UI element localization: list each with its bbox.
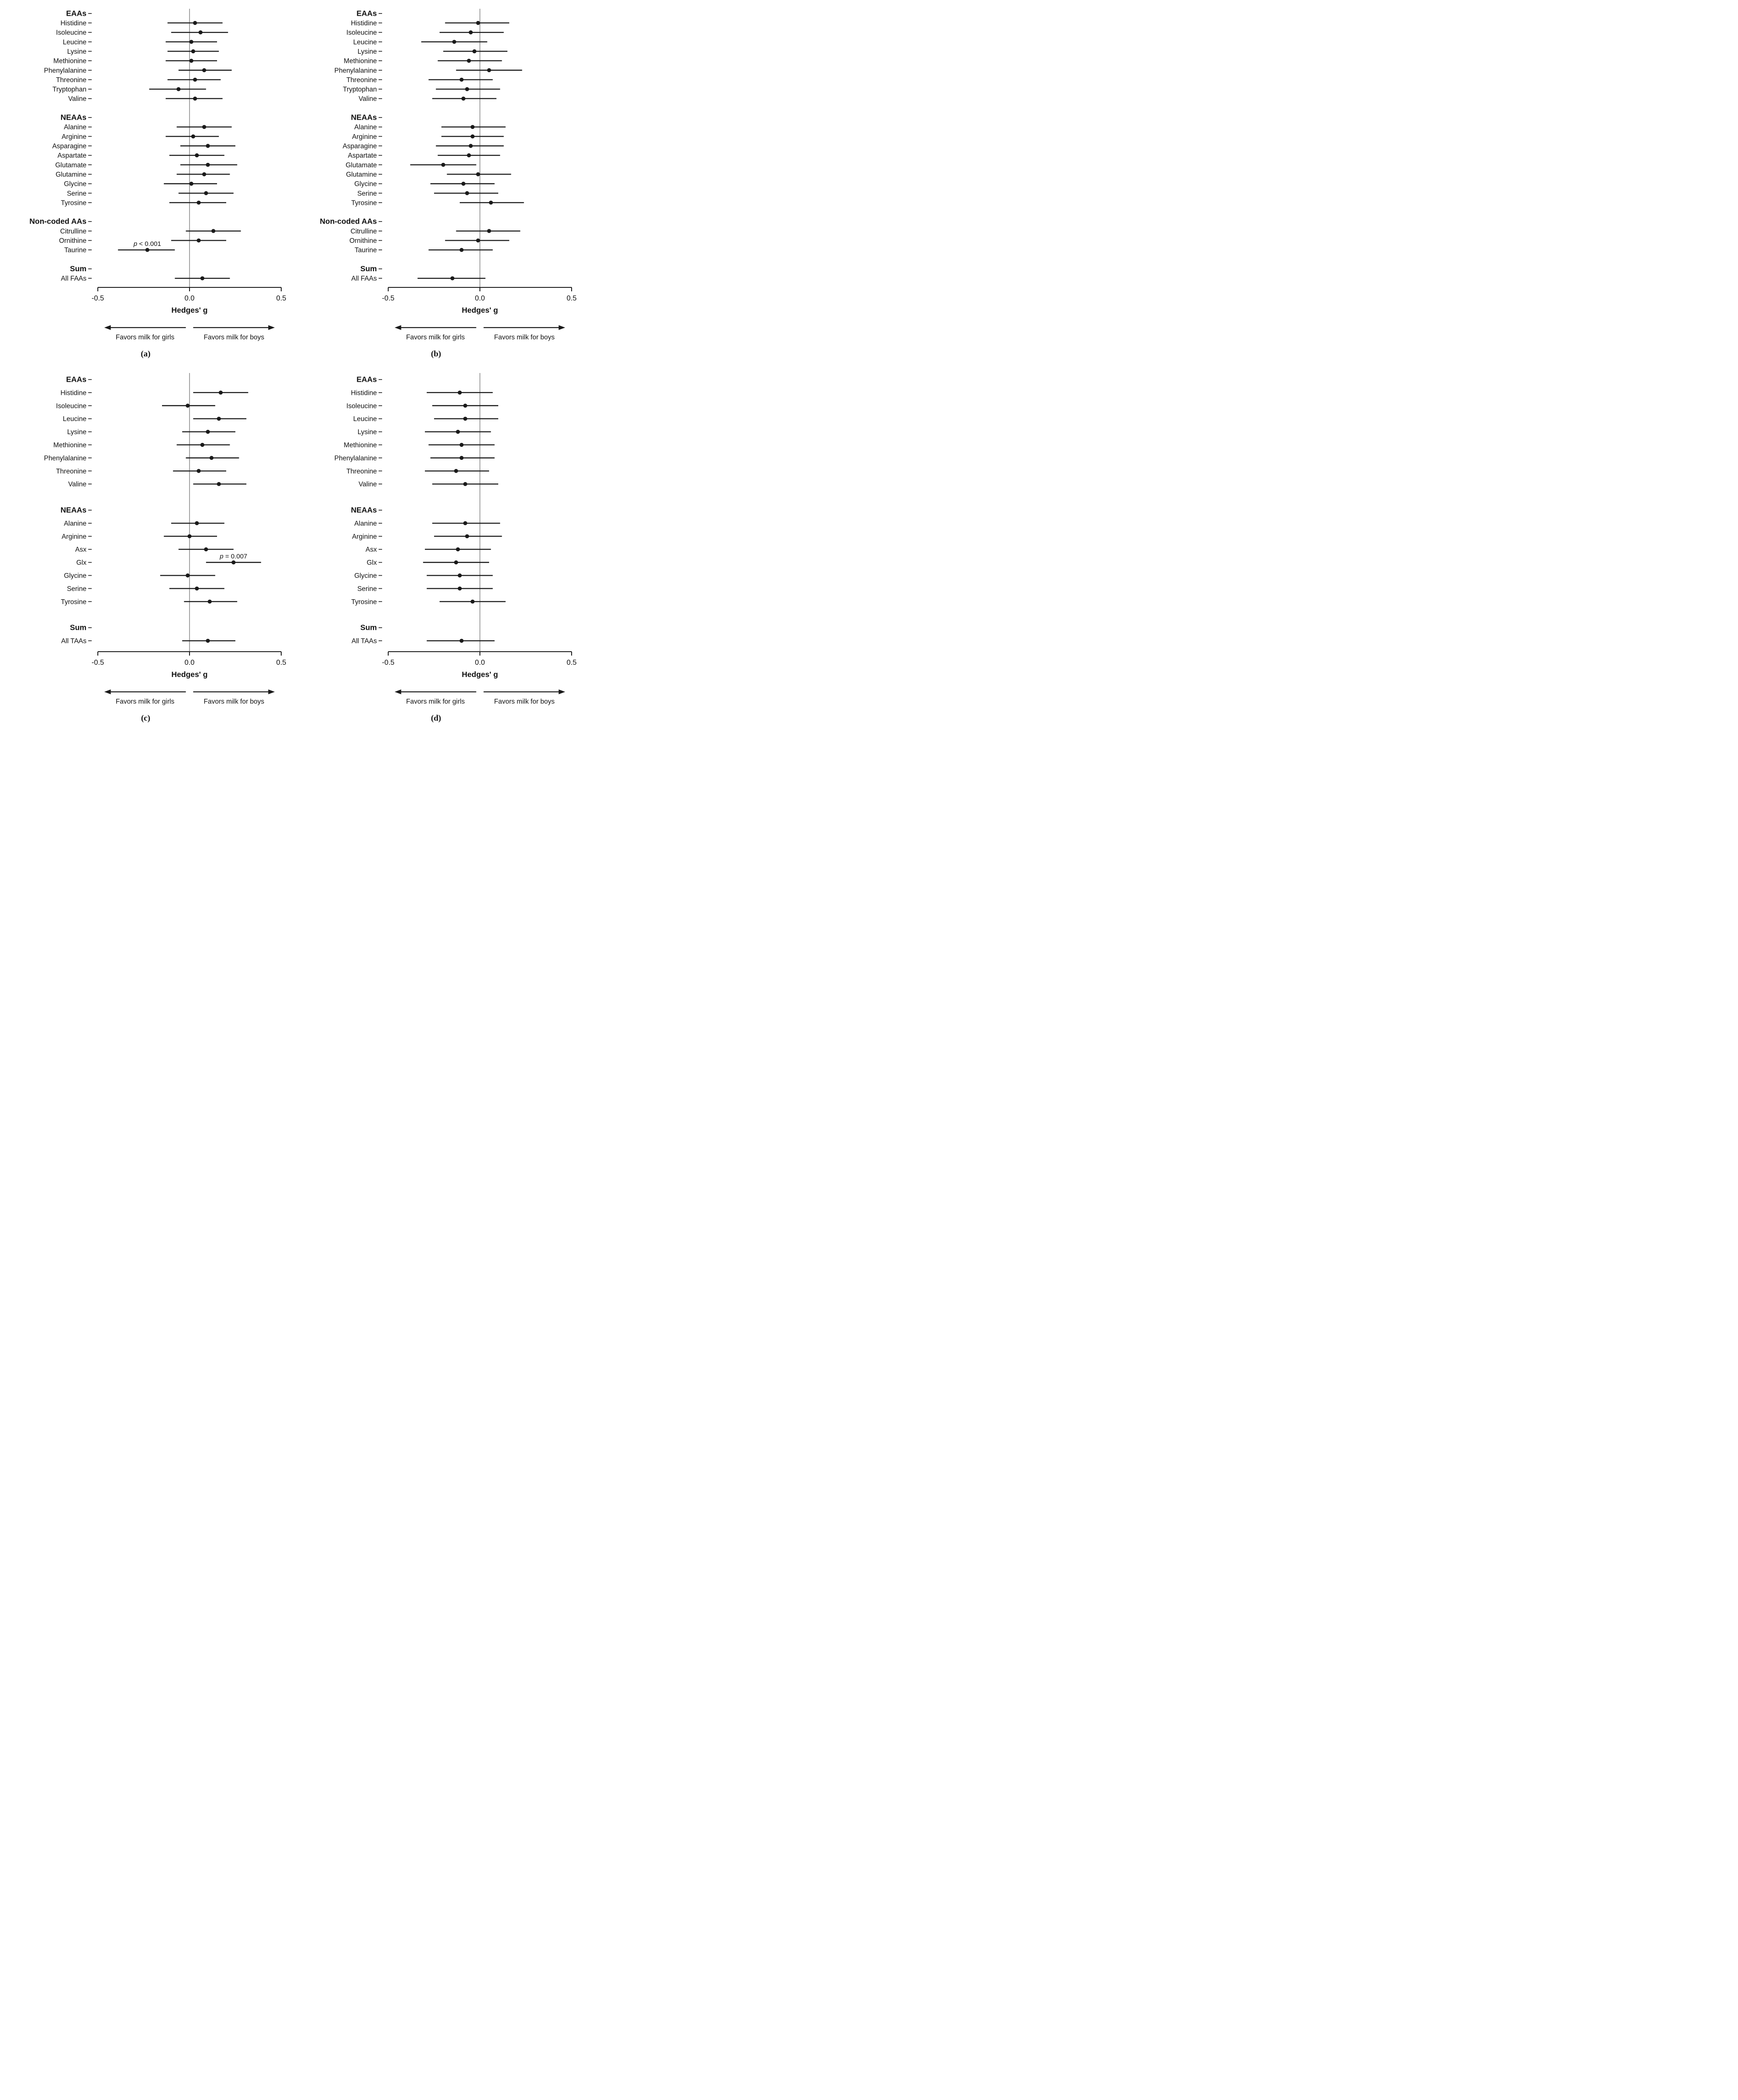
effect-point bbox=[202, 68, 206, 72]
effect-point bbox=[206, 430, 210, 434]
effect-point bbox=[458, 573, 462, 577]
effect-point bbox=[456, 430, 460, 434]
effect-point bbox=[452, 40, 456, 44]
favors-right-label: Favors milk for boys bbox=[203, 698, 264, 705]
row-label: Arginine bbox=[352, 533, 377, 541]
effect-point bbox=[191, 135, 195, 138]
row-label: Ornithine bbox=[349, 237, 377, 245]
x-tick-label: 0.0 bbox=[184, 294, 194, 302]
effect-point bbox=[465, 191, 469, 195]
row-label: Arginine bbox=[352, 133, 377, 141]
effect-point bbox=[204, 191, 208, 195]
x-tick-label: 0.5 bbox=[566, 659, 576, 667]
effect-point bbox=[476, 21, 480, 25]
effect-point bbox=[458, 390, 462, 394]
row-label: Leucine bbox=[353, 38, 377, 46]
effect-point bbox=[191, 49, 195, 53]
row-label: Valine bbox=[68, 480, 86, 488]
row-label: Histidine bbox=[60, 389, 86, 397]
effect-point bbox=[231, 560, 235, 564]
effect-point bbox=[450, 276, 454, 280]
row-label: Tyrosine bbox=[60, 199, 86, 207]
row-label: Leucine bbox=[62, 415, 86, 423]
row-label: Histidine bbox=[60, 19, 86, 27]
effect-point bbox=[463, 417, 467, 421]
section-header: NEAAs bbox=[60, 505, 86, 515]
effect-point bbox=[187, 534, 191, 538]
effect-point bbox=[459, 456, 463, 460]
effect-point bbox=[463, 521, 467, 525]
row-label: Glutamine bbox=[55, 171, 86, 179]
section-header: NEAAs bbox=[60, 113, 86, 122]
effect-point bbox=[197, 238, 200, 242]
panel-d bbox=[291, 367, 581, 731]
section-header: Sum bbox=[69, 623, 86, 632]
effect-point bbox=[458, 587, 462, 591]
x-axis-title: Hedges' g bbox=[462, 670, 498, 679]
row-label: Asx bbox=[75, 546, 86, 554]
row-label: Lysine bbox=[357, 48, 377, 55]
row-label: Valine bbox=[68, 95, 86, 103]
panel-caption-a: (a) bbox=[141, 349, 151, 359]
left-arrowhead-icon bbox=[394, 690, 401, 694]
favors-left-label: Favors milk for girls bbox=[406, 698, 465, 705]
effect-point bbox=[207, 600, 211, 604]
row-label: Isoleucine bbox=[346, 402, 377, 410]
row-label: Histidine bbox=[351, 389, 377, 397]
row-label: Taurine bbox=[354, 246, 377, 254]
section-header: Non-coded AAs bbox=[29, 217, 86, 226]
effect-point bbox=[476, 172, 480, 176]
panel-caption-c: (c) bbox=[141, 714, 151, 723]
effect-point bbox=[202, 172, 206, 176]
row-label: Lysine bbox=[67, 428, 86, 436]
effect-point bbox=[459, 248, 463, 252]
effect-point bbox=[189, 40, 193, 44]
section-header: NEAAs bbox=[351, 505, 377, 515]
row-label: All FAAs bbox=[60, 275, 86, 283]
row-label: Alanine bbox=[354, 520, 377, 528]
row-label: Phenylalanine bbox=[334, 67, 377, 75]
right-arrowhead-icon bbox=[268, 690, 275, 694]
effect-point bbox=[186, 573, 190, 577]
effect-point bbox=[470, 600, 474, 604]
favors-right-label: Favors milk for boys bbox=[494, 698, 555, 705]
effect-point bbox=[193, 21, 197, 25]
row-label: Lysine bbox=[357, 428, 377, 436]
effect-point bbox=[176, 87, 180, 91]
row-label: Methionine bbox=[343, 57, 377, 65]
x-tick-label: -0.5 bbox=[91, 294, 104, 302]
effect-point bbox=[467, 153, 471, 157]
row-label: Asparagine bbox=[342, 142, 377, 150]
effect-point bbox=[465, 87, 469, 91]
favors-left-label: Favors milk for girls bbox=[115, 698, 174, 705]
row-label: Isoleucine bbox=[55, 402, 86, 410]
effect-point bbox=[200, 276, 204, 280]
x-tick-label: 0.5 bbox=[566, 294, 576, 302]
effect-point bbox=[189, 182, 193, 186]
right-arrowhead-icon bbox=[268, 325, 275, 330]
section-header: Sum bbox=[69, 264, 86, 273]
section-header: EAAs bbox=[66, 375, 86, 384]
panel-caption-b: (b) bbox=[431, 349, 441, 359]
x-tick-label: 0.0 bbox=[475, 294, 485, 302]
effect-point bbox=[209, 456, 213, 460]
row-label: Glycine bbox=[354, 572, 377, 580]
effect-point bbox=[461, 182, 465, 186]
effect-point bbox=[469, 31, 472, 35]
p-value-annotation: p = 0.007 bbox=[219, 553, 247, 560]
row-label: Serine bbox=[357, 190, 377, 197]
effect-point bbox=[454, 469, 458, 473]
effect-point bbox=[470, 125, 474, 129]
row-label: Alanine bbox=[63, 520, 86, 528]
row-label: Alanine bbox=[63, 124, 86, 131]
effect-point bbox=[197, 469, 200, 473]
row-label: Glutamine bbox=[345, 171, 377, 179]
row-label: Asparagine bbox=[52, 142, 86, 150]
row-label: Serine bbox=[66, 585, 86, 593]
row-label: Isoleucine bbox=[346, 29, 377, 37]
x-axis-title: Hedges' g bbox=[171, 306, 207, 314]
row-label: Serine bbox=[357, 585, 377, 593]
effect-point bbox=[204, 547, 208, 551]
row-label: Methionine bbox=[53, 441, 86, 449]
section-header: EAAs bbox=[66, 9, 86, 18]
row-label: Valine bbox=[358, 480, 377, 488]
left-arrowhead-icon bbox=[394, 325, 401, 330]
forest-plot-b bbox=[292, 3, 580, 349]
effect-point bbox=[193, 97, 197, 100]
row-label: All TAAs bbox=[351, 637, 377, 645]
row-label: Lysine bbox=[67, 48, 86, 55]
row-label: Arginine bbox=[61, 533, 86, 541]
effect-point bbox=[206, 144, 210, 148]
section-header: EAAs bbox=[356, 375, 377, 384]
effect-point bbox=[463, 404, 467, 408]
panel-a bbox=[1, 3, 290, 367]
effect-point bbox=[202, 125, 206, 129]
effect-point bbox=[454, 560, 458, 564]
x-tick-label: 0.0 bbox=[184, 659, 194, 667]
p-value-annotation: p < 0.001 bbox=[133, 240, 161, 248]
effect-point bbox=[441, 163, 445, 167]
row-label: Valine bbox=[358, 95, 377, 103]
effect-point bbox=[461, 97, 465, 100]
effect-point bbox=[200, 443, 204, 447]
effect-point bbox=[456, 547, 460, 551]
row-label: Leucine bbox=[353, 415, 377, 423]
effect-point bbox=[195, 587, 199, 591]
section-header: Sum bbox=[360, 264, 377, 273]
row-label: Methionine bbox=[343, 441, 377, 449]
row-label: Tryptophan bbox=[342, 86, 377, 93]
row-label: Asx bbox=[365, 546, 377, 554]
panel-b bbox=[291, 3, 581, 367]
effect-point bbox=[463, 482, 467, 486]
row-label: Histidine bbox=[351, 19, 377, 27]
effect-point bbox=[193, 78, 197, 82]
row-label: All FAAs bbox=[351, 275, 377, 283]
x-tick-label: 0.5 bbox=[276, 659, 286, 667]
x-axis-title: Hedges' g bbox=[171, 670, 207, 679]
effect-point bbox=[487, 68, 491, 72]
effect-point bbox=[206, 163, 210, 167]
section-header: Sum bbox=[360, 623, 377, 632]
x-axis-title: Hedges' g bbox=[462, 306, 498, 314]
row-label: Arginine bbox=[61, 133, 86, 141]
row-label: Threonine bbox=[55, 76, 86, 84]
effect-point bbox=[476, 238, 480, 242]
row-label: Phenylalanine bbox=[334, 454, 377, 462]
panel-c bbox=[1, 367, 290, 731]
figure-forest-plots bbox=[0, 0, 583, 736]
section-header: Non-coded AAs bbox=[319, 217, 377, 226]
row-label: Glycine bbox=[63, 572, 86, 580]
effect-point bbox=[189, 59, 193, 63]
row-label: Glycine bbox=[63, 180, 86, 188]
row-label: Citrulline bbox=[60, 228, 86, 235]
row-label: Glutamate bbox=[345, 161, 377, 169]
effect-point bbox=[470, 135, 474, 138]
effect-point bbox=[195, 521, 199, 525]
row-label: Tyrosine bbox=[60, 598, 86, 606]
effect-point bbox=[211, 229, 215, 233]
x-tick-label: 0.0 bbox=[475, 659, 485, 667]
favors-left-label: Favors milk for girls bbox=[406, 334, 465, 341]
row-label: Glx bbox=[76, 559, 86, 567]
x-tick-label: 0.5 bbox=[276, 294, 286, 302]
right-arrowhead-icon bbox=[559, 325, 565, 330]
favors-right-label: Favors milk for boys bbox=[494, 334, 555, 341]
effect-point bbox=[217, 482, 221, 486]
effect-point bbox=[197, 200, 200, 204]
row-label: Ornithine bbox=[59, 237, 86, 245]
x-tick-label: -0.5 bbox=[382, 659, 394, 667]
forest-plot-c bbox=[2, 367, 290, 713]
favors-right-label: Favors milk for boys bbox=[203, 334, 264, 341]
favors-left-label: Favors milk for girls bbox=[115, 334, 174, 341]
row-label: Methionine bbox=[53, 57, 86, 65]
effect-point bbox=[186, 404, 190, 408]
row-label: Tyrosine bbox=[351, 199, 377, 207]
effect-point bbox=[459, 78, 463, 82]
row-label: Isoleucine bbox=[55, 29, 86, 37]
effect-point bbox=[459, 443, 463, 447]
effect-point bbox=[145, 248, 149, 252]
row-label: Leucine bbox=[62, 38, 86, 46]
left-arrowhead-icon bbox=[104, 325, 110, 330]
row-label: Serine bbox=[66, 190, 86, 197]
effect-point bbox=[198, 31, 202, 35]
effect-point bbox=[195, 153, 199, 157]
row-label: Threonine bbox=[346, 467, 377, 475]
x-tick-label: -0.5 bbox=[382, 294, 394, 302]
row-label: Tryptophan bbox=[52, 86, 86, 93]
effect-point bbox=[467, 59, 471, 63]
effect-point bbox=[206, 639, 210, 642]
row-label: Taurine bbox=[64, 246, 86, 254]
forest-plot-a bbox=[2, 3, 290, 349]
row-label: Aspartate bbox=[57, 152, 86, 160]
row-label: Glx bbox=[366, 559, 377, 567]
panel-caption-d: (d) bbox=[431, 714, 441, 723]
effect-point bbox=[459, 639, 463, 642]
effect-point bbox=[218, 390, 222, 394]
row-label: Glutamate bbox=[55, 161, 86, 169]
left-arrowhead-icon bbox=[104, 690, 110, 694]
row-label: All TAAs bbox=[61, 637, 86, 645]
right-arrowhead-icon bbox=[559, 690, 565, 694]
effect-point bbox=[469, 144, 472, 148]
row-label: Phenylalanine bbox=[44, 67, 86, 75]
row-label: Aspartate bbox=[348, 152, 377, 160]
effect-point bbox=[487, 229, 491, 233]
row-label: Tyrosine bbox=[351, 598, 377, 606]
section-header: NEAAs bbox=[351, 113, 377, 122]
row-label: Phenylalanine bbox=[44, 454, 86, 462]
row-label: Glycine bbox=[354, 180, 377, 188]
forest-plot-d bbox=[292, 367, 580, 713]
effect-point bbox=[465, 534, 469, 538]
effect-point bbox=[217, 417, 221, 421]
row-label: Threonine bbox=[346, 76, 377, 84]
effect-point bbox=[489, 200, 493, 204]
row-label: Threonine bbox=[55, 467, 86, 475]
x-tick-label: -0.5 bbox=[91, 659, 104, 667]
section-header: EAAs bbox=[356, 9, 377, 18]
effect-point bbox=[472, 49, 476, 53]
row-label: Citrulline bbox=[350, 228, 377, 235]
row-label: Alanine bbox=[354, 124, 377, 131]
